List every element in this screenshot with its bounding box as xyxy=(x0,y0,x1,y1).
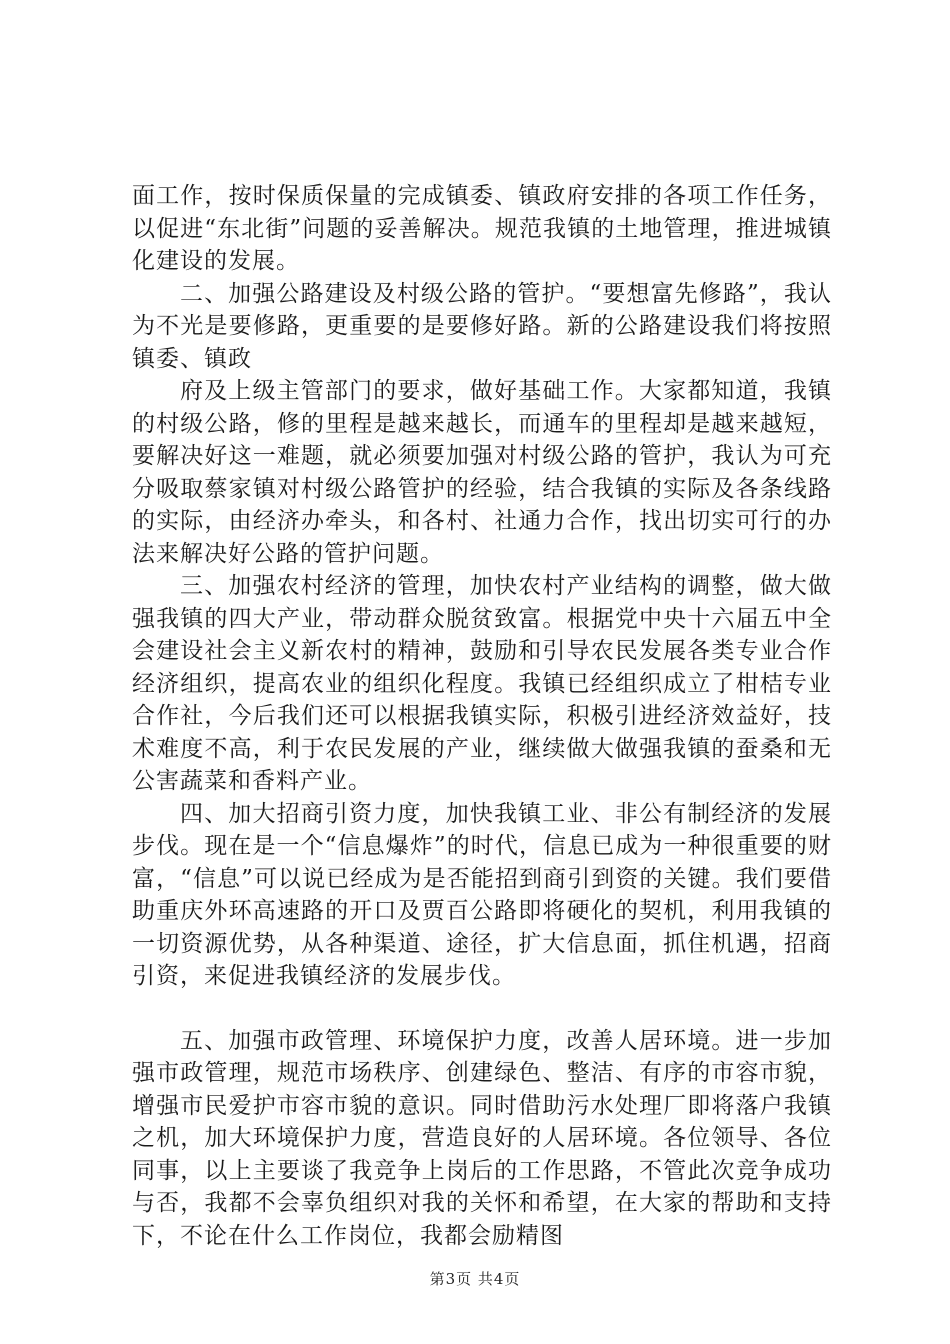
paragraph-section-5: 五、加强市政管理、环境保护力度，改善人居环境。进一步加强市政管理，规范市场秩序、创建绿色、整洁、有序的市容市貌，增强市民爱护市容市貌的意识。同时借助污水处理厂即将落户我镇之机，加大环境保护力度，营造良好的人居环境。各位领导、各位同事，以上主要谈了我竞争上岗后的工作思路，不管此次竞争成功与否，我都不会辜负组织对我的关怀和希望，在大家的帮助和支持下，不论在什么工作岗位，我都会励精图 xyxy=(132,1027,832,1249)
document-body xyxy=(132,180,832,1252)
paragraph-section-2: 二、加强公路建设及村级公路的管护。“要想富先修路”，我认为不光是要修路，更重要的是要修好路。新的公路建设我们将按照镇委、镇政 xyxy=(132,280,832,372)
paragraph-section-3: 三、加强农村经济的管理，加快农村产业结构的调整，做大做强我镇的四大产业，带动群众脱贫致富。根据党中央十六届五中全会建设社会主义新农村的精神，鼓励和引导农民发展各类专业合作经济组织，提高农业的组织化程度。我镇已经组织成立了柑桔专业合作社，今后我们还可以根据我镇实际，积极引进经济效益好，技术难度不高，利于农民发展的产业，继续做大做强我镇的蚕桑和无公害蔬菜和香料产业。 xyxy=(132,573,832,794)
paragraph-continuation: 面工作，按时保质保量的完成镇委、镇政府安排的各项工作任务，以促进“东北街”问题的妥善解决。规范我镇的土地管理，推进城镇化建设的发展。 xyxy=(132,183,832,274)
paragraph-spacer xyxy=(132,993,832,1025)
paragraph-section-4: 四、加大招商引资力度，加快我镇工业、非公有制经济的发展步伐。现在是一个“信息爆炸”的时代，信息已成为一种很重要的财富，“信息”可以说已经成为是否能招到商引到资的关键。我们要借助重庆外环高速路的开口及贾百公路即将硬化的契机，利用我镇的一切资源优势，从各种渠道、途径，扩大信息面，抓住机遇，招商引资，来促进我镇经济的发展步伐。 xyxy=(132,800,832,989)
page-footer: 第3页 共4页 xyxy=(429,1270,521,1288)
paragraph-section-2-continued: 府及上级主管部门的要求，做好基础工作。大家都知道，我镇的村级公路，修的里程是越来越长，而通车的里程却是越来越短，要解决好这一难题，就必须要加强对村级公路的管护，我认为可充分吸取蔡家镇对村级公路管护的经验，结合我镇的实际及各条线路的实际，由经济办牵头，和各村、社通力合作，找出切实可行的办法来解决好公路的管护问题。 xyxy=(132,378,832,567)
